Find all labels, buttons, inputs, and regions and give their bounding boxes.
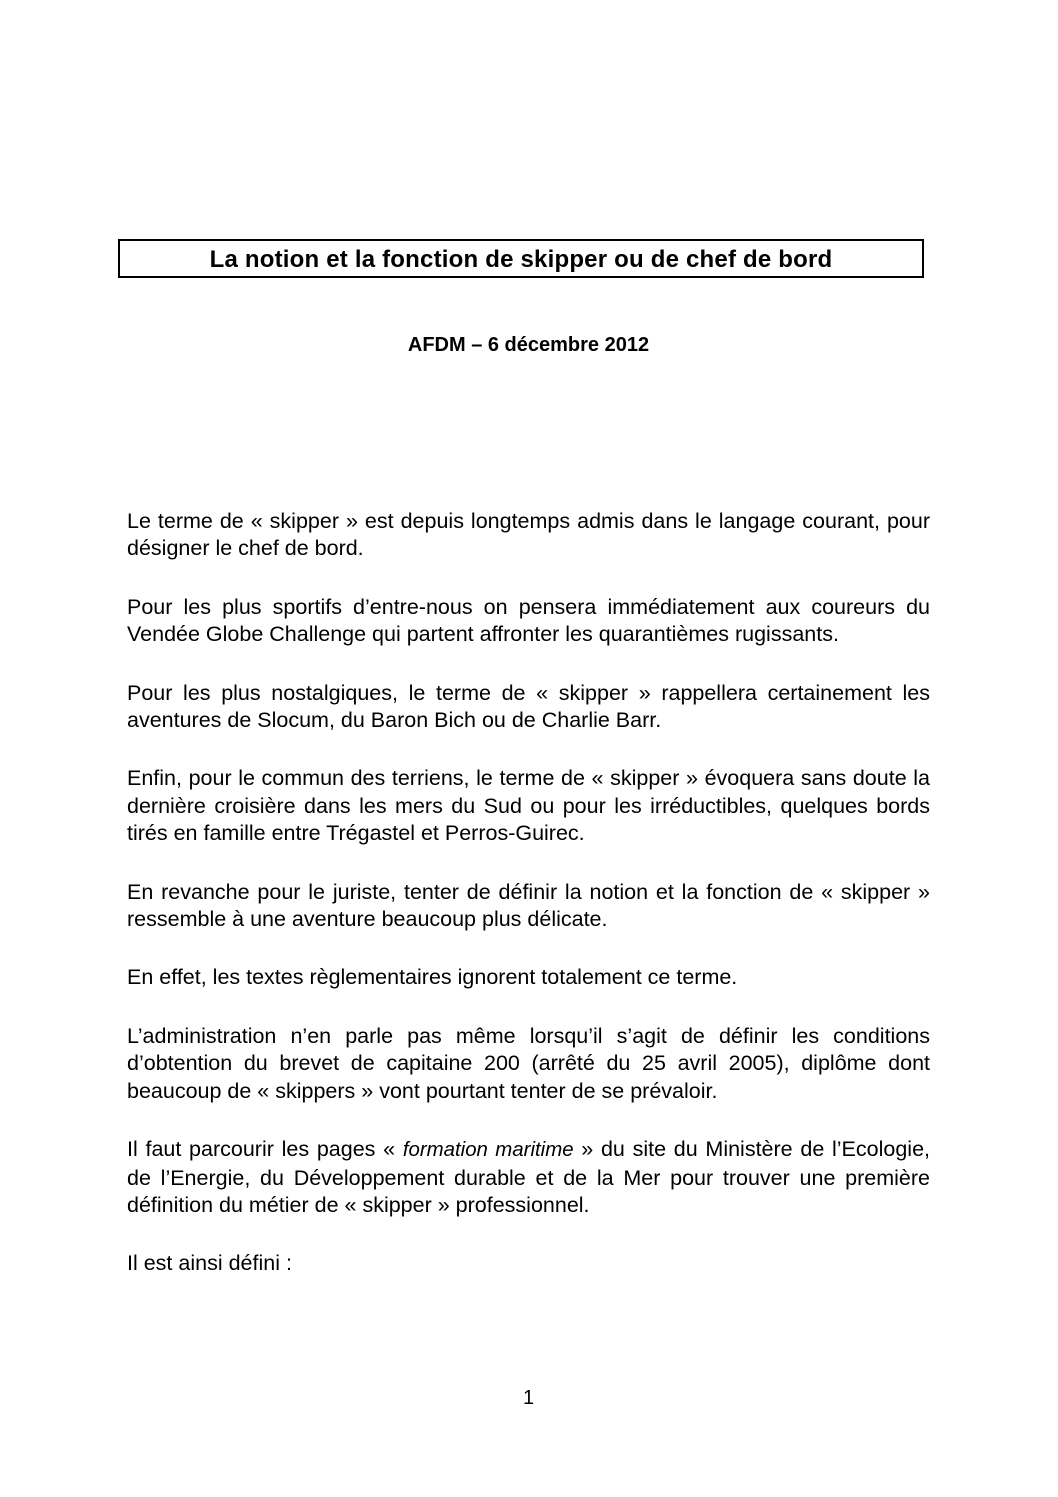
paragraph-text: Pour les plus sportifs d’entre-nous on pensera immédiatement aux coureurs du Vendée Globe Challenge qui partent affronter les quarantièmes rugissants.	[127, 594, 930, 647]
paragraph-text: Il est ainsi défini :	[127, 1251, 292, 1276]
italic-phrase: formation maritime	[402, 1139, 574, 1162]
paragraph-text: L’administration n’en parle pas même lorsqu’il s’agit de définir les conditions d’obtention du brevet de capitaine 200 (arrêté du 25 avril 2005), diplôme dont beaucoup de « skippers » vont pourtant tenter de se prévaloir.	[127, 1023, 930, 1103]
paragraph-text: Le terme de « skipper » est depuis longtemps admis dans le langage courant, pour désigner le chef de bord.	[127, 509, 930, 561]
paragraph	[127, 964, 930, 991]
paragraph	[127, 594, 930, 649]
paragraph	[127, 1250, 930, 1277]
page-number: 1	[522, 1387, 535, 1409]
paragraph-text: » du site du Ministère de l’Ecologie, de l’Energie, du Développement durable et de la Mer pour trouver une première définition du métier de « skipper » professionnel.	[127, 1137, 930, 1217]
paragraph-text: Pour les plus nostalgiques, le terme de « skipper » rappellera certainement les aventures de Slocum, du Baron Bich ou de Charlie Barr.	[127, 680, 930, 733]
document-title: La notion et la fonction de skipper ou de chef de bord	[209, 246, 833, 273]
paragraph-text: En revanche pour le juriste, tenter de définir la notion et la fonction de « skipper » ressemble à une aventure beaucoup plus délicate.	[127, 879, 930, 932]
document-body	[127, 508, 930, 1309]
paragraph	[127, 508, 930, 563]
paragraph-text: Il faut parcourir les pages «	[127, 1137, 403, 1162]
document-title-box	[118, 239, 924, 278]
paragraph-text: Enfin, pour le commun des terriens, le terme de « skipper » évoquera sans doute la dernière croisière dans les mers du Sud ou pour les irréductibles, quelques bords tirés en famille entre Trégastel et Perros-Guirec.	[127, 766, 930, 846]
paragraph	[127, 1023, 930, 1105]
paragraph	[127, 765, 930, 847]
document-subtitle: AFDM – 6 décembre 2012	[407, 334, 650, 356]
paragraph	[127, 1136, 930, 1219]
paragraph	[127, 680, 930, 735]
paragraph-text: En effet, les textes règlementaires ignorent totalement ce terme.	[127, 965, 738, 990]
paragraph	[127, 879, 930, 934]
